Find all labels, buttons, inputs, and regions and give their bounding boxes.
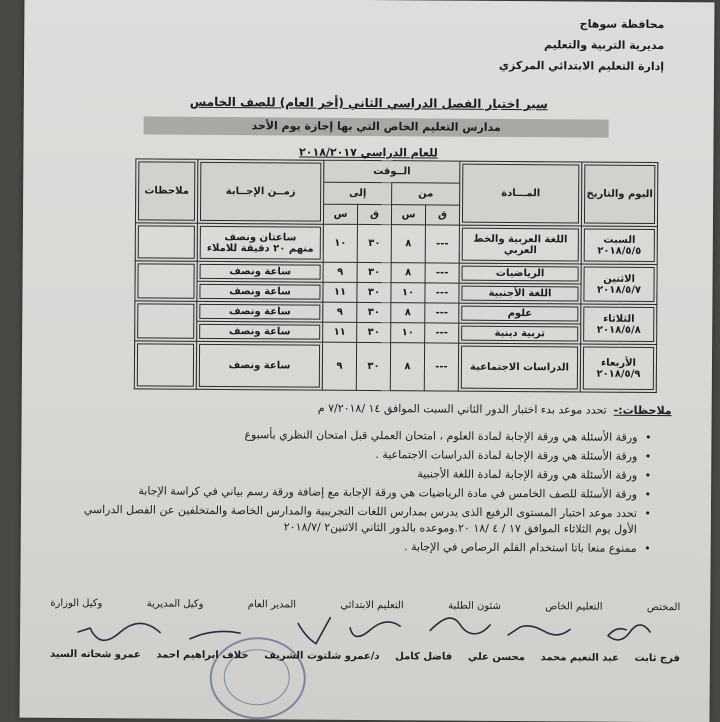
day-name: السبت [603, 234, 636, 246]
list-item: • ورقة الأسئلة هي ورقة الإجابة لمادة الدراسات الاجتماعية . [81, 445, 637, 465]
notes-heading: ملاحظات:- [613, 403, 672, 418]
to-q-cell: ٣٠ [357, 282, 391, 302]
header-answer-time: زمــن الإجــابة [197, 159, 323, 224]
day-name: الثلاثاء [603, 313, 635, 325]
answer-time-cell [197, 223, 323, 262]
governorate-line: محافظة سوهاج [579, 17, 665, 32]
signatory-name: محسن علي [467, 651, 525, 664]
from-s-cell: ١٠ [391, 283, 425, 303]
from-q-cell: --- [425, 225, 459, 263]
exam-date: ٢٠١٨/٥/٧ [597, 284, 642, 296]
signatory-name: عبد النعيم محمد [540, 652, 620, 664]
signatory-name: عمرو شحاته السيد [49, 648, 141, 661]
answer-time-cell: ساعة ونصف [197, 301, 323, 322]
from-q-cell: --- [425, 303, 459, 323]
signatory-name: فاضل كامل [395, 651, 453, 663]
header-to-q: ق [357, 204, 391, 224]
second-round-note: تحدد موعد بدء اختبار الدور الثاني السبت الموافق ١٤ /٧/٢٠١٨ م [317, 401, 607, 417]
from-s-cell: ٨ [390, 343, 424, 391]
header-notes: ملاحظات [135, 159, 197, 223]
header-subject: المـــادة [459, 161, 581, 226]
to-s-cell: ١١ [323, 282, 357, 302]
from-s-cell: ٨ [391, 303, 425, 323]
header-to-s: س [323, 204, 357, 224]
answer-time-cell: ساعة ونصف [197, 261, 323, 282]
exam-date: ٢٠١٨/٥/٨ [596, 324, 641, 336]
list-item: • ورقة الأسئلة للصف الخامس في مادة الرياضيات هي ورقة الإجابة مع إضافة ورقة رسم بياني في كراسة الإجابة [81, 483, 637, 503]
list-item: • تحدد موعد اختبار المستوى الرفيع الذى يدرس بمدارس اللغات التجريبية والمدارس الخاصة والمتخلفين عن الفصل الدراسي الأول يوم الثلاثاء الموافق ١٧ / ٤ /١٨ ٢٠.وموعده بالدور الثاني الاثنين٢ /٢٠١٨/٧ [81, 502, 637, 538]
signatory-name: د/عمرو شلتوت الشريف [264, 650, 380, 663]
signatory-name: فرج ثابت [634, 652, 680, 665]
subject-cell: اللغة العربية والخط العربي [459, 225, 581, 264]
header-from-s: س [391, 205, 425, 225]
to-q-cell: ٣٠ [357, 322, 391, 342]
day-name: الاثنين [603, 273, 636, 285]
day-name: الأربعاء [601, 357, 637, 369]
document-subtitle: مدارس التعليم الخاص التي بها إجازة يوم الأحد [144, 116, 609, 137]
list-item: • ورقة الأسئلة هي ورقة الإجابة لمادة العلوم ، امتحان العملي قبل امتحان النظري بأسبوع [81, 426, 637, 446]
answer-time: ساعتان ونصف [224, 231, 297, 244]
notes-cell [135, 261, 197, 301]
list-item: • ورقة الأسئلة هي ورقة الإجابة لمادة اللغة الأجنبية [81, 464, 637, 484]
signature-title: التعليم الابتدائي [340, 599, 404, 612]
from-q-cell: --- [425, 323, 459, 343]
header-day-date: اليوم والتاريخ [581, 162, 657, 227]
to-q-cell: ٣٠ [356, 342, 390, 390]
to-s-cell: ٩ [323, 262, 357, 282]
exam-date: ٢٠١٨/٥/٥ [597, 245, 642, 257]
signatory-name: خلاف ابراهيم احمد [156, 649, 249, 662]
to-s-cell: ١٠ [323, 224, 357, 262]
day-date-cell [581, 304, 657, 345]
answer-time-cell: ساعة ونصف [197, 321, 323, 342]
document-page [19, 0, 714, 722]
signature-title: التعليم الخاص [545, 601, 603, 613]
header-time: الــوقت [324, 160, 460, 183]
from-q-cell: --- [425, 283, 459, 303]
day-date-cell [580, 344, 656, 393]
from-s-cell: ٨ [391, 263, 425, 283]
from-s-cell: ٨ [391, 225, 425, 263]
signature-title: وكيل المديرية [146, 598, 204, 610]
list-item: • ممنوع منعا باتا استخدام القلم الرصاص في الإجابة . [81, 537, 637, 557]
header-to: إلى [324, 182, 392, 204]
academic-year: للعام الدراسي ٢٠١٨/٢٠١٧ [299, 145, 438, 160]
table-row [134, 341, 656, 393]
header-from-q: ق [425, 205, 459, 225]
notes-cell [135, 223, 197, 261]
exam-date: ٢٠١٨/٥/٩ [596, 368, 641, 380]
subject-cell: اللغة الأجنبية [459, 283, 581, 304]
subject-cell: الرياضيات [459, 263, 581, 284]
issuer-header [499, 13, 665, 77]
signature-title: شئون الطلبة [448, 600, 501, 612]
to-s-cell: ٩ [322, 342, 356, 390]
directorate-line: مديرية التربية والتعليم [543, 38, 665, 53]
table-row [135, 223, 657, 265]
administration-line: إدارة التعليم الابتدائي المركزي [498, 58, 665, 74]
day-date-cell [581, 226, 657, 265]
answer-time-note: منهم ٢٠ دقيقة للاملاء [206, 242, 314, 255]
handwritten-signatures [50, 608, 680, 652]
signature-title: المختص [646, 601, 681, 614]
answer-time-cell: ساعة ونصف [197, 281, 323, 302]
to-q-cell: ٣٠ [357, 302, 391, 322]
day-date-cell [581, 264, 657, 305]
document-title: سير اختبار الفصل الدراسي الثاني (أخر العام) للصف الخامس [189, 94, 548, 112]
header-from: من [392, 183, 460, 205]
to-q-cell: ٣٠ [357, 224, 391, 262]
signature-title: وكيل الوزارة [50, 597, 103, 610]
answer-time-cell: ساعة ونصف [196, 341, 322, 390]
from-q-cell: --- [424, 343, 458, 391]
exam-schedule-table [134, 158, 659, 393]
notes-cell [134, 341, 196, 389]
notes-list [81, 426, 652, 560]
from-q-cell: --- [425, 263, 459, 283]
subject-cell: علوم [459, 303, 581, 324]
to-s-cell: ٩ [323, 302, 357, 322]
from-s-cell: ١٠ [391, 323, 425, 343]
to-q-cell: ٣٠ [357, 262, 391, 282]
notes-cell [135, 301, 197, 341]
subject-cell: تربية دينية [459, 323, 581, 344]
signature-title: المدير العام [247, 599, 297, 611]
to-s-cell: ١١ [323, 322, 357, 342]
subject-cell: الدراسات الاجتماعية [458, 343, 580, 392]
